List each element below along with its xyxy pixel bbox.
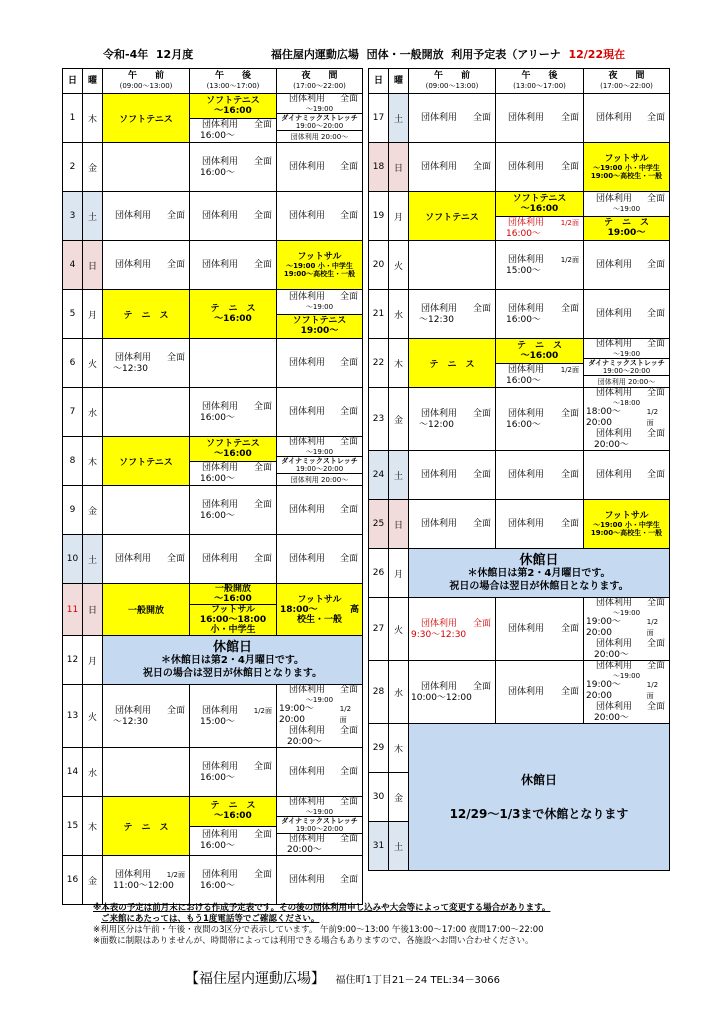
slot-afternoon: 団体利用 1/2面 15:00～	[496, 241, 584, 290]
footer-name: 【福住屋内運動広場】	[185, 971, 325, 987]
slot-afternoon: ソフトテニス ～16:00 団体利用 1/2面 16:00～	[496, 192, 584, 241]
day-row-2	[63, 143, 363, 192]
slot-night: 団体利用 全面	[584, 94, 670, 143]
slot-morning: ソフトテニス	[103, 94, 190, 143]
slot-afternoon: 団体利用 全面 16:00～	[496, 388, 584, 451]
weekday: 土	[389, 822, 409, 871]
weekday: 月	[389, 192, 409, 241]
day-number: 8	[63, 437, 83, 486]
slot-afternoon: 団体利用 全面	[496, 143, 584, 192]
day-number: 24	[369, 451, 389, 500]
day-number: 28	[369, 661, 389, 724]
slot-morning: 団体利用 全面	[409, 143, 496, 192]
day-number: 31	[369, 822, 389, 871]
weekday: 木	[389, 724, 409, 773]
day-row-23	[369, 388, 670, 451]
slot-afternoon: ソフトテニス ～16:00 団体利用 全面 16:00～	[190, 437, 277, 486]
slot-night: 団体利用 全面	[277, 856, 363, 905]
day-row-18	[369, 143, 670, 192]
slot-morning	[103, 388, 190, 437]
day-row-17	[369, 94, 670, 143]
weekday: 日	[83, 584, 103, 636]
weekday: 木	[83, 94, 103, 143]
schedule-table-left	[62, 68, 363, 905]
slot-afternoon: 団体利用 1/2面 15:00～	[190, 685, 277, 748]
header-night: 夜 間 (17:00～22:00)	[277, 69, 363, 94]
slot-night: 団体利用 全面 ～19:00 ソフトテニス 19:00～	[277, 290, 363, 339]
slot-morning: 団体利用 全面	[409, 94, 496, 143]
title-table-name: 利用予定表（アリーナ	[451, 48, 561, 61]
closed-day-12: 休館日 ＊休館日は第2・4月曜日です。 祝日の場合は翌日が休館日となります。	[103, 636, 363, 685]
day-number: 6	[63, 339, 83, 388]
weekday: 火	[83, 685, 103, 748]
note-2: ご来館にあたっては、もう1度電話等でご確認ください。	[101, 914, 320, 924]
slot-afternoon: 一般開放 ～16:00 フットサル 16:00～18:00 小・中学生	[190, 584, 277, 636]
title-desc: 団体・一般開放	[366, 48, 444, 61]
day-number: 4	[63, 241, 83, 290]
slot-night: 団体利用 全面 ～19:00 19:00～20:00 1/2面 団体利用 全面 20:00～	[277, 685, 363, 748]
slot-night: 団体利用 全面 ～19:00 ダイナミックストレッチ 19:00～20:00 団体利用 20:00～	[277, 94, 363, 143]
weekday: 月	[83, 290, 103, 339]
slot-morning: 団体利用 全面	[103, 535, 190, 584]
weekday: 金	[389, 388, 409, 451]
slot-morning: 団体利用 全面 ～12:30	[103, 685, 190, 748]
slot-afternoon: 団体利用 全面 16:00～	[190, 486, 277, 535]
header-weekday: 曜	[83, 69, 103, 94]
notes	[93, 903, 550, 947]
header-night: 夜 間 (17:00～22:00)	[584, 69, 670, 94]
weekday: 金	[83, 856, 103, 905]
day-number: 26	[369, 549, 389, 598]
weekday: 火	[389, 598, 409, 661]
slot-morning: 団体利用 全面	[409, 451, 496, 500]
weekday: 日	[83, 241, 103, 290]
slot-night: 団体利用 全面 ～19:00 ダイナミックストレッチ 19:00～20:00 団体利用 20:00～	[277, 437, 363, 486]
slot-morning	[103, 143, 190, 192]
day-row-13	[63, 685, 363, 748]
day-row-25	[369, 500, 670, 549]
weekday: 木	[83, 437, 103, 486]
slot-morning	[103, 486, 190, 535]
slot-morning: 団体利用 全面 ～12:30	[103, 339, 190, 388]
slot-morning: 一般開放	[103, 584, 190, 636]
day-number: 27	[369, 598, 389, 661]
day-row-9	[63, 486, 363, 535]
slot-afternoon: 団体利用 全面	[496, 598, 584, 661]
weekday: 月	[389, 549, 409, 598]
day-row-27	[369, 598, 670, 661]
note-4: ※面数に制限はありませんが、時間帯によっては利用できる場合もありますので、各施設へお問い合わせください。	[93, 936, 534, 946]
slot-night: 団体利用 全面	[277, 339, 363, 388]
day-number: 30	[369, 773, 389, 822]
slot-night: 団体利用 全面	[277, 748, 363, 797]
slot-night: 団体利用 全面	[584, 290, 670, 339]
page-title	[103, 46, 625, 62]
slot-night: 団体利用 全面 ～19:00 19:00～20:00 1/2面 団体利用 全面 20:00～	[584, 661, 670, 724]
day-row-3	[63, 192, 363, 241]
slot-afternoon: 団体利用 全面 16:00～	[190, 856, 277, 905]
slot-afternoon	[190, 339, 277, 388]
slot-afternoon: 団体利用 全面	[496, 661, 584, 724]
day-row-21	[369, 290, 670, 339]
header-day: 日	[369, 69, 389, 94]
day-row-7	[63, 388, 363, 437]
slot-night: 団体利用 全面	[277, 535, 363, 584]
slot-afternoon: 団体利用 全面	[496, 451, 584, 500]
slot-morning: 団体利用 全面 ～12:30	[409, 290, 496, 339]
slot-afternoon: 団体利用 全面	[496, 94, 584, 143]
title-month: 12月度	[155, 48, 194, 61]
header-afternoon: 午 後 (13:00～17:00)	[190, 69, 277, 94]
day-number: 22	[369, 339, 389, 388]
slot-afternoon: 団体利用 全面	[190, 192, 277, 241]
day-number: 25	[369, 500, 389, 549]
slot-afternoon: テ ニ ス ～16:00 団体利用 1/2面 16:00～	[496, 339, 584, 388]
weekday: 水	[389, 661, 409, 724]
slot-morning: 団体利用 全面	[103, 192, 190, 241]
day-row-11	[63, 584, 363, 636]
weekday: 木	[83, 797, 103, 856]
weekday: 火	[389, 241, 409, 290]
weekday: 土	[389, 94, 409, 143]
day-number: 10	[63, 535, 83, 584]
slot-night: 団体利用 全面 ～19:00 ダイナミックストレッチ 19:00～20:00 団体利用 全面 20:00～	[277, 797, 363, 856]
slot-morning: 団体利用 全面 9:30～12:30	[409, 598, 496, 661]
schedule-table-right	[368, 68, 670, 871]
slot-morning: テ ニ ス	[103, 797, 190, 856]
day-row-6	[63, 339, 363, 388]
day-number: 23	[369, 388, 389, 451]
slot-night: 団体利用 全面 ～19:00 19:00～20:00 1/2面 団体利用 全面 20:00～	[584, 598, 670, 661]
day-number: 5	[63, 290, 83, 339]
slot-afternoon: 団体利用 全面	[190, 241, 277, 290]
day-number: 3	[63, 192, 83, 241]
header-afternoon: 午 後 (13:00～17:00)	[496, 69, 584, 94]
day-number: 20	[369, 241, 389, 290]
weekday: 火	[83, 339, 103, 388]
title-as-of: 12/22現在	[568, 48, 626, 61]
day-number: 16	[63, 856, 83, 905]
slot-afternoon: 団体利用 全面	[190, 535, 277, 584]
slot-morning: 団体利用 全面	[409, 500, 496, 549]
slot-afternoon: 団体利用 全面	[496, 500, 584, 549]
day-number: 19	[369, 192, 389, 241]
slot-afternoon: 団体利用 全面 16:00～	[190, 748, 277, 797]
slot-night: フットサル ～19:00 小・中学生 19:00～高校生・一般	[277, 241, 363, 290]
weekday: 日	[389, 500, 409, 549]
day-row-1	[63, 94, 363, 143]
weekday: 木	[389, 339, 409, 388]
note-3: ※利用区分は午前・午後・夜間の3区分で表示しています。 午前9:00～13:00 午後13:00～17:00 夜間17:00～22:00	[93, 925, 544, 935]
header-morning: 午 前 (09:00～13:00)	[409, 69, 496, 94]
header-morning: 午 前 (09:00～13:00)	[103, 69, 190, 94]
day-number: 11	[63, 584, 83, 636]
header-day: 日	[63, 69, 83, 94]
weekday: 金	[83, 486, 103, 535]
slot-afternoon: ソフトテニス ～16:00 団体利用 全面 16:00～	[190, 94, 277, 143]
weekday: 土	[389, 451, 409, 500]
day-number: 15	[63, 797, 83, 856]
day-row-19	[369, 192, 670, 241]
slot-night: 団体利用 全面 ～19:00 テ ニ ス 19:00～	[584, 192, 670, 241]
closed-year-end: 休館日 12/29～1/3まで休館となります	[409, 724, 670, 871]
day-row-26	[369, 549, 670, 598]
day-number: 29	[369, 724, 389, 773]
slot-morning: 団体利用 1/2面 11:00～12:00	[103, 856, 190, 905]
day-row-8	[63, 437, 363, 486]
day-row-24	[369, 451, 670, 500]
day-row-15	[63, 797, 363, 856]
day-number: 7	[63, 388, 83, 437]
title-facility: 福住屋内運動広場	[270, 48, 359, 61]
day-row-28	[369, 661, 670, 724]
weekday: 水	[389, 290, 409, 339]
slot-night: 団体利用 全面	[277, 388, 363, 437]
day-row-14	[63, 748, 363, 797]
slot-morning: テ ニ ス	[409, 339, 496, 388]
slot-night: 団体利用 全面	[277, 486, 363, 535]
slot-afternoon: 団体利用 全面 16:00～	[190, 388, 277, 437]
footer-address: 福住町1丁目21－24 TEL:34－3066	[335, 975, 500, 986]
day-number: 2	[63, 143, 83, 192]
slot-night: フットサル ～19:00 小・中学生 19:00～高校生・一般	[584, 143, 670, 192]
slot-morning	[103, 748, 190, 797]
slot-afternoon: 団体利用 全面 16:00～	[496, 290, 584, 339]
day-row-12	[63, 636, 363, 685]
weekday: 金	[83, 143, 103, 192]
slot-morning: 団体利用 全面 10:00～12:00	[409, 661, 496, 724]
note-1: ※本表の予定は前月末における作成予定表です。その後の団体利用申し込みや大会等によって変更する場合があります。	[93, 903, 551, 913]
slot-afternoon: 団体利用 全面 16:00～	[190, 143, 277, 192]
day-number: 12	[63, 636, 83, 685]
weekday: 水	[83, 388, 103, 437]
weekday: 金	[389, 773, 409, 822]
slot-morning: 団体利用 全面 ～12:00	[409, 388, 496, 451]
slot-morning: テ ニ ス	[103, 290, 190, 339]
day-number: 14	[63, 748, 83, 797]
slot-night: フットサル 18:00～ 高 校生・一般	[277, 584, 363, 636]
day-number: 18	[369, 143, 389, 192]
day-row-22	[369, 339, 670, 388]
day-number: 21	[369, 290, 389, 339]
title-era: 令和-4年	[103, 48, 149, 61]
weekday: 土	[83, 535, 103, 584]
day-number: 9	[63, 486, 83, 535]
weekday: 土	[83, 192, 103, 241]
slot-night: 団体利用 全面 ～18:00 18:00～20:00 1/2面 団体利用 全面 20:00～	[584, 388, 670, 451]
slot-night: 団体利用 全面	[584, 241, 670, 290]
day-number: 13	[63, 685, 83, 748]
slot-night: 団体利用 全面	[277, 143, 363, 192]
slot-night: 団体利用 全面 ～19:00 ダイナミックストレッチ 19:00～20:00 団体利用 20:00～	[584, 339, 670, 388]
day-row-5	[63, 290, 363, 339]
header-weekday: 曜	[389, 69, 409, 94]
day-row-16	[63, 856, 363, 905]
slot-night: 団体利用 全面	[277, 192, 363, 241]
day-number: 1	[63, 94, 83, 143]
weekday: 日	[389, 143, 409, 192]
day-row-29	[369, 724, 670, 773]
slot-morning	[409, 241, 496, 290]
slot-morning: 団体利用 全面	[103, 241, 190, 290]
slot-night: 団体利用 全面	[584, 451, 670, 500]
slot-afternoon: テ ニ ス ～16:00 団体利用 全面 16:00～	[190, 797, 277, 856]
slot-night: フットサル ～19:00 小・中学生 19:00～高校生・一般	[584, 500, 670, 549]
day-number: 17	[369, 94, 389, 143]
day-row-4	[63, 241, 363, 290]
slot-morning: ソフトテニス	[103, 437, 190, 486]
day-row-10	[63, 535, 363, 584]
footer	[185, 968, 500, 988]
day-row-20	[369, 241, 670, 290]
slot-afternoon: テ ニ ス ～16:00	[190, 290, 277, 339]
weekday: 月	[83, 636, 103, 685]
weekday: 水	[83, 748, 103, 797]
closed-day-26: 休館日 ＊休館日は第2・4月曜日です。 祝日の場合は翌日が休館日となります。	[409, 549, 670, 598]
slot-morning: ソフトテニス	[409, 192, 496, 241]
